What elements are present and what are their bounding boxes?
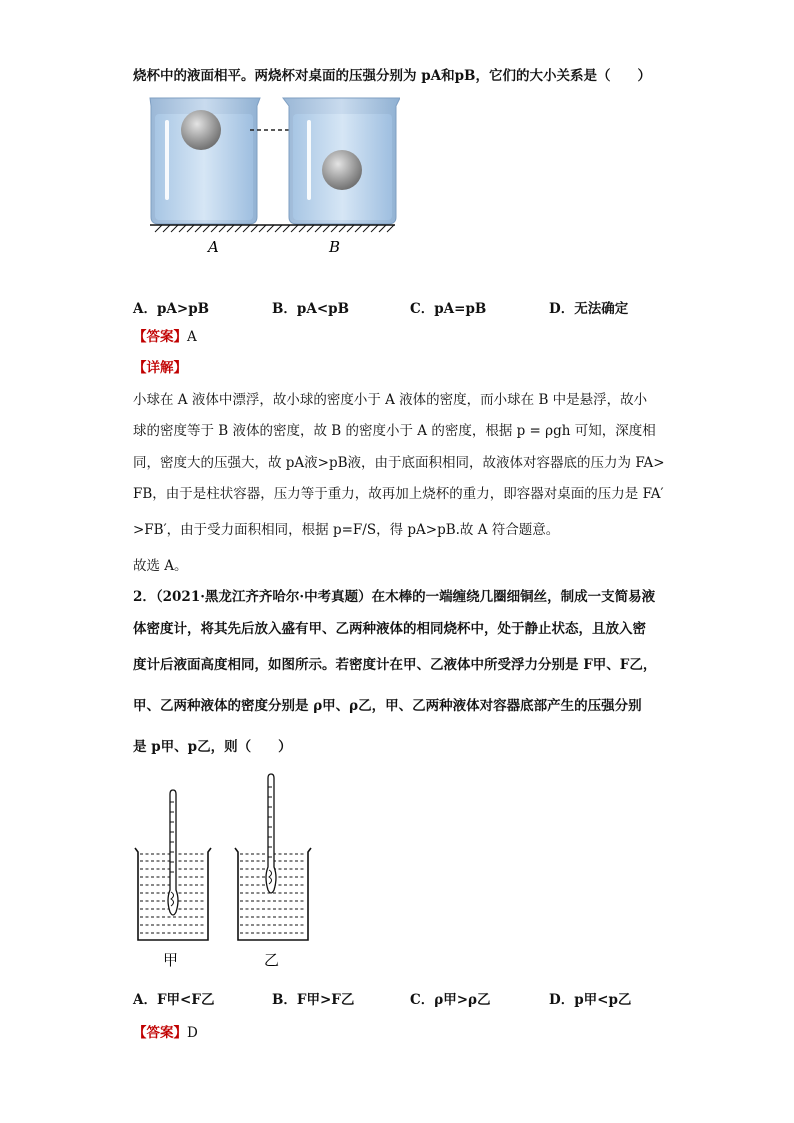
detail-line: 小球在 A 液体中漂浮，故小球的密度小于 A 液体的密度，而小球在 B 中是悬浮，故小 [133,392,648,408]
detail-tag: 【详解】 [133,360,187,376]
detail-conclusion: 故选 A。 [133,558,188,574]
q1-option-c: C．pA=pB [410,301,487,317]
q1-option-b: B．pA<pB [272,301,349,317]
detail-line: 同，密度大的压强大，故 pA液>pB液，由于底面积相同，故液体对容器底的压力为 FA> [133,455,665,471]
q2-option-b: B．F甲>F乙 [272,992,355,1008]
q2-stem-line: 2．（2021·黑龙江齐齐哈尔·中考真题）在木棒的一端缠绕几圈细铜丝，制成一支简易液 [133,589,656,605]
label-yi: 乙 [264,951,280,969]
detail-line: FB，由于是柱状容器，压力等于重力，故再加上烧杯的重力，即容器对桌面的压力是 FA′ [133,486,664,502]
q2-option-d: D．p甲<p乙 [549,992,632,1008]
label-a: A [208,238,219,256]
beaker-yi [235,774,311,940]
hydrometer-figure [130,772,315,972]
q2-stem-line: 度计后液面高度相同，如图所示。若密度计在甲、乙液体中所受浮力分别是 F甲、F乙， [133,657,657,673]
q2-stem-line: 甲、乙两种液体的密度分别是 ρ甲、ρ乙，甲、乙两种液体对容器底部产生的压强分别 [133,698,642,714]
detail-line: 球的密度等于 B 液体的密度，故 B 的密度小于 A 的密度，根据 p = ρgh 可知，深度相 [133,423,656,439]
q2-answer-row [133,1024,198,1042]
q2-option-c: C．ρ甲>ρ乙 [410,992,491,1008]
beaker-a [150,98,260,224]
q2-option-a: A．F甲<F乙 [133,992,215,1008]
answer-value: D [187,1025,198,1041]
beaker-b [283,98,400,224]
q1-option-a: A．pA>pB [133,301,210,317]
q2-stem-line: 是 p甲、p乙，则（ ） [133,739,292,755]
label-b: B [329,238,341,256]
answer-tag: 【答案】 [133,1025,187,1041]
answer-tag: 【答案】 [133,329,187,345]
q1-answer-row [133,328,197,346]
label-jia: 甲 [163,951,179,969]
q1-option-d: D．无法确定 [549,301,629,317]
beakers-figure [145,92,400,262]
q1-stem: 烧杯中的液面相平。两烧杯对桌面的压强分别为 pA和pB，它们的大小关系是（ ） [133,68,651,84]
detail-line: >FB′，由于受力面积相同，根据 p=F/S，得 pA>pB.故 A 符合题意。 [133,522,560,538]
answer-value: A [187,329,197,345]
beaker-jia [135,790,211,940]
q2-stem-line: 体密度计，将其先后放入盛有甲、乙两种液体的相同烧杯中，处于静止状态，且放入密 [133,621,646,637]
